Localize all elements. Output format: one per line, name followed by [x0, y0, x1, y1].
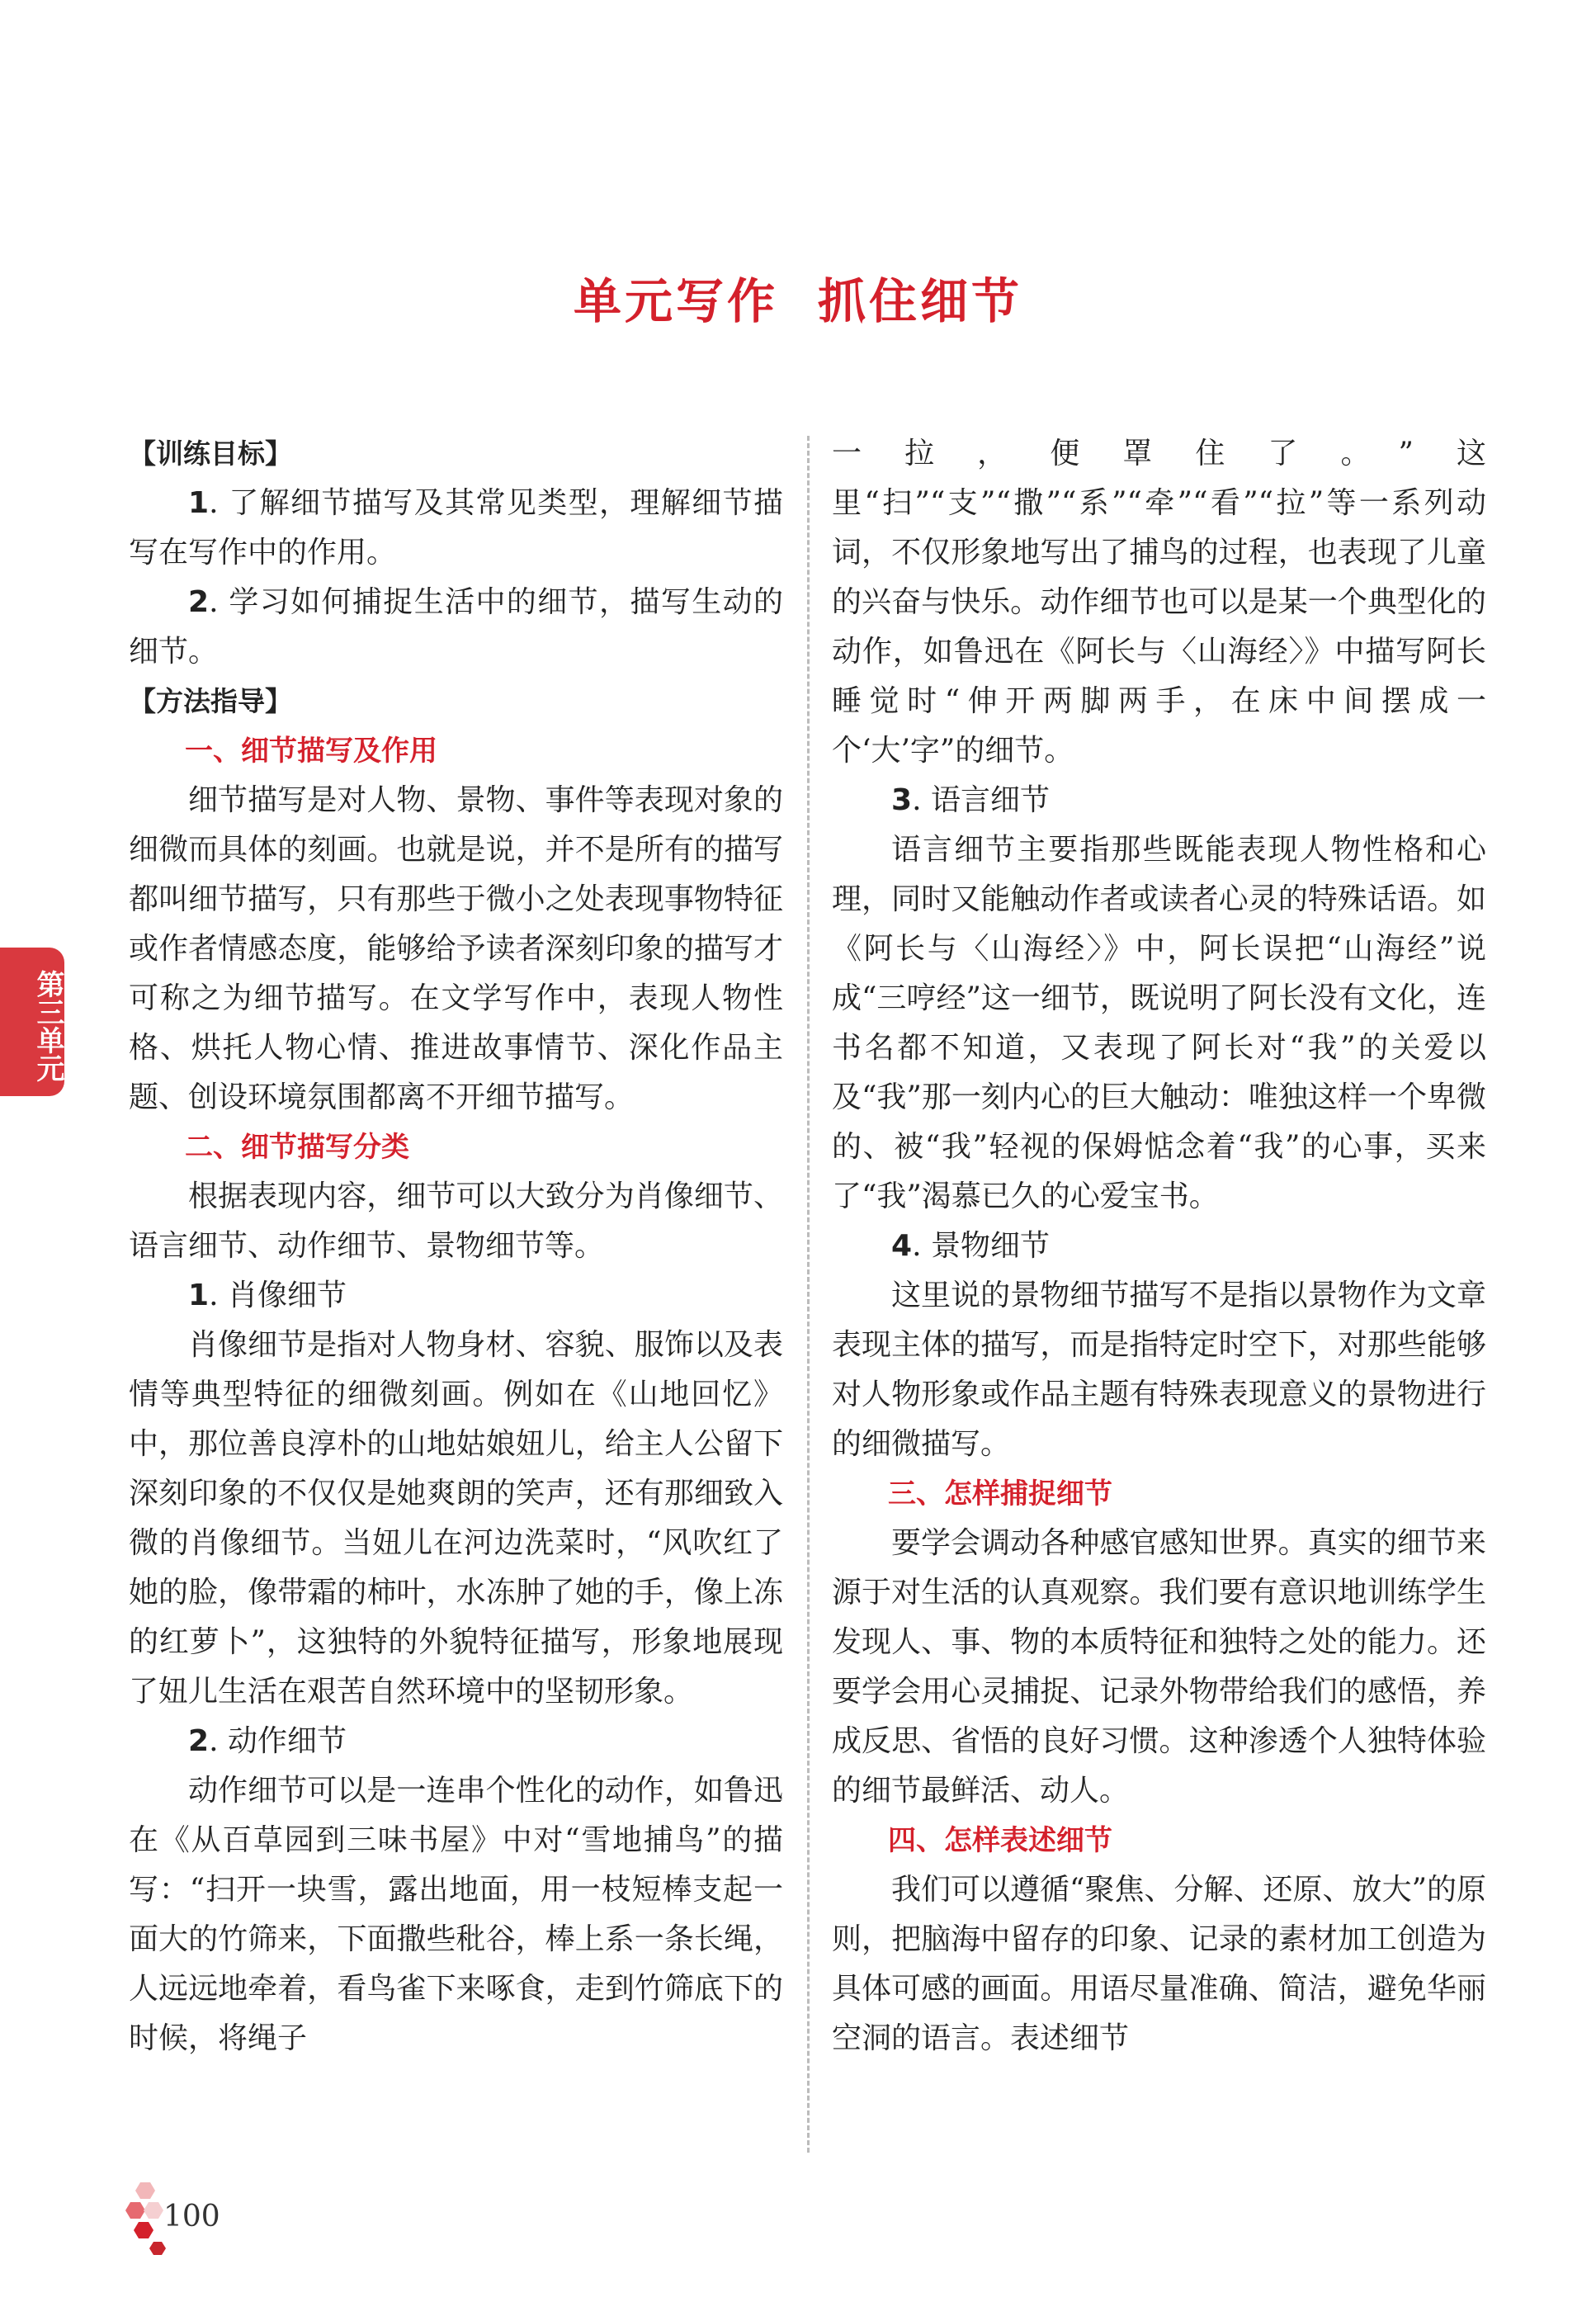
numbered-item: [129, 1271, 783, 1321]
subsection-heading: 三、怎样捕捉细节: [888, 1477, 1112, 1510]
unit-side-tab: 第三单元: [0, 948, 64, 1096]
section-heading: 【训练目标】: [129, 437, 292, 470]
item-number: 3: [891, 783, 913, 817]
right-column: [832, 429, 1486, 2063]
item-number: 1: [188, 486, 210, 520]
item-number: 2: [188, 1724, 210, 1758]
page-number: 100: [163, 2200, 220, 2234]
title-sub: 抓住细节: [818, 273, 1023, 329]
item-text: . 动作细节: [209, 1724, 347, 1758]
item-text: . 景物细节: [912, 1229, 1050, 1263]
item-text: . 肖像细节: [209, 1279, 347, 1312]
item-text: . 了解细节描写及其常见类型，理解细节描写在写作中的作用。: [129, 486, 783, 570]
paragraph: 要学会调动各种感官感知世界。真实的细节来源于对生活的认真观察。我们要有意识地训练学生发现人、事、物的本质特征和独特之处的能力。还要学会用心灵捕捉、记录外物带给我们的感悟，养成反思、省悟的良好习惯。这种渗透个人独特体验的细节最鲜活、动人。: [832, 1526, 1486, 1808]
left-column: [129, 429, 783, 2063]
numbered-item: [129, 479, 783, 578]
subsection-heading: 一、细节描写及作用: [185, 735, 437, 768]
paragraph: 这里说的景物细节描写不是指以景物作为文章表现主体的描写，而是指特定时空下，对那些能够对人物形象或作品主题有特殊表现意义的景物进行的细微描写。: [832, 1279, 1486, 1461]
item-number: 2: [188, 585, 210, 619]
subsection-heading: 四、怎样表述细节: [888, 1824, 1112, 1857]
numbered-item: [832, 776, 1486, 825]
item-text: . 语言细节: [912, 783, 1050, 817]
paragraph: 肖像细节是指对人物身材、容貌、服饰以及表情等典型特征的细微刻画。例如在《山地回忆》中，那位善良淳朴的山地姑娘妞儿，给主人公留下深刻印象的不仅仅是她爽朗的笑声，还有那细致入微的肖像细节。当妞儿在河边洗菜时，“风吹红了她的脸，像带霜的柿叶，水冻肿了她的手，像上冻的红萝卜”，这独特的外貌特征描写，形象地展现了妞儿生活在艰苦自然环境中的坚韧形象。: [129, 1328, 783, 1709]
subsection-heading: 二、细节描写分类: [185, 1131, 409, 1164]
page-title: [0, 262, 1596, 332]
numbered-item: [129, 578, 783, 677]
numbered-item: [129, 1717, 783, 1766]
column-divider: [807, 436, 810, 2153]
paragraph: 语言细节主要指那些既能表现人物性格和心理，同时又能触动作者或读者心灵的特殊话语。如《阿长与〈山海经〉》中，阿长误把“山海经”说成“三哼经”这一细节，既说明了阿长没有文化，连书名都不知道，又表现了阿长对“我”的关爱以及“我”那一刻内心的巨大触动：唯独这样一个卑微的、被“我”轻视的保姆惦念着“我”的心事，买来了“我”渴慕已久的心爱宝书。: [832, 833, 1486, 1213]
paragraph: 细节描写是对人物、景物、事件等表现对象的细微而具体的刻画。也就是说，并不是所有的描写都叫细节描写，只有那些于微小之处表现事物特征或作者情感态度，能够给予读者深刻印象的描写才可称之为细节描写。在文学写作中，表现人物性格、烘托人物心情、推进故事情节、深化作品主题、创设环境氛围都离不开细节描写。: [129, 783, 783, 1114]
paragraph: 动作细节可以是一连串个性化的动作，如鲁迅在《从百草园到三味书屋》中对“雪地捕鸟”的描写：“扫开一块雪，露出地面，用一枝短棒支起一面大的竹筛来，下面撒些秕谷，棒上系一条长绳，人远远地牵着，看鸟雀下来啄食，走到竹筛底下的时候，将绳子: [129, 1774, 783, 2055]
paragraph-continued: 一拉，便罩住了。”这里“扫”“支”“撒”“系”“牵”“看”“拉”等一系列动词，不仅形象地写出了捕鸟的过程，也表现了儿童的兴奋与快乐。动作细节也可以是某一个典型化的动作，如鲁迅在《阿长与〈山海经〉》中描写阿长睡觉时“伸开两脚两手，在床中间摆成一个‘大’字”的细节。: [832, 437, 1486, 768]
paragraph: 根据表现内容，细节可以大致分为肖像细节、语言细节、动作细节、景物细节等。: [129, 1179, 783, 1263]
section-heading: 【方法指导】: [129, 685, 292, 717]
item-number: 4: [891, 1229, 913, 1263]
item-text: . 学习如何捕捉生活中的细节，描写生动的细节。: [129, 585, 783, 669]
numbered-item: [832, 1222, 1486, 1271]
title-main: 单元写作: [573, 273, 778, 329]
paragraph: 我们可以遵循“聚焦、分解、还原、放大”的原则，把脑海中留存的印象、记录的素材加工创造为具体可感的画面。用语尽量准确、简洁，避免华丽空洞的语言。表述细节: [832, 1873, 1486, 2055]
item-number: 1: [188, 1279, 210, 1312]
